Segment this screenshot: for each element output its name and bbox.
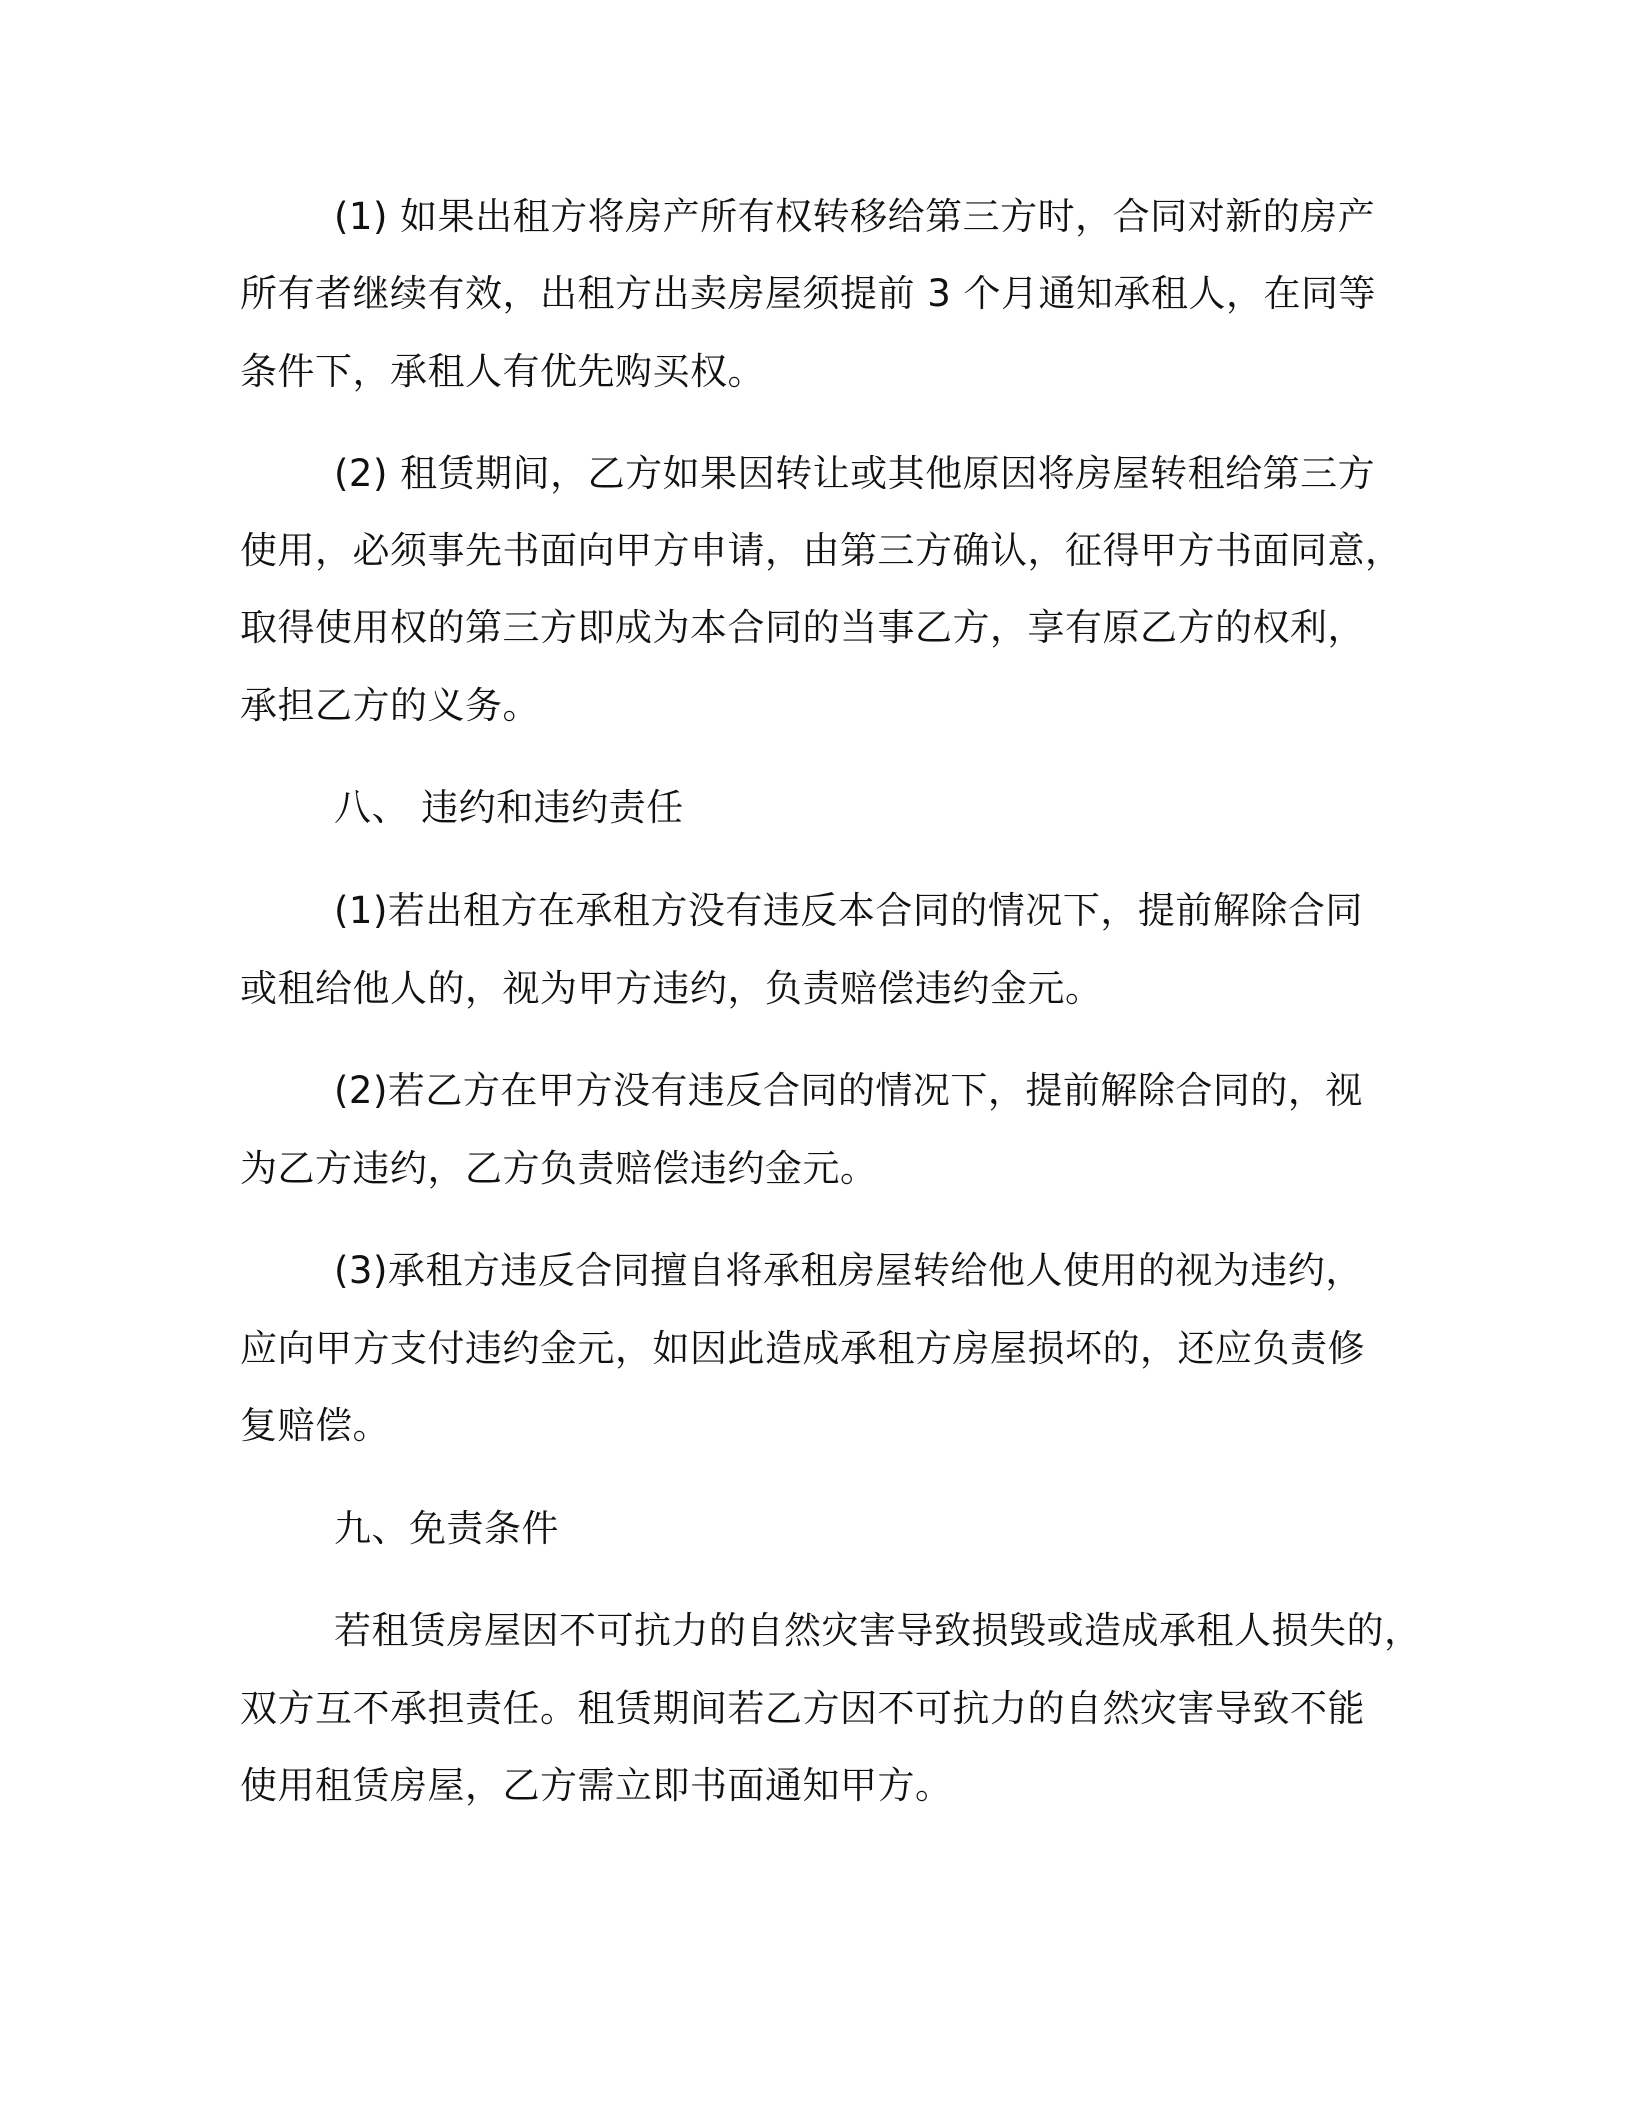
clause-8-2-line-2: 为乙方违约，乙方负责赔偿违约金元。	[240, 1147, 878, 1190]
clause-8-3-line-1: (3)承租方违反合同擅自将承租房屋转给他人使用的视为违约，	[334, 1249, 1363, 1292]
clause-7-2-line-3: 取得使用权的第三方即成为本合同的当事乙方，享有原乙方的权利，	[240, 606, 1365, 649]
clause-8-3-line-3: 复赔偿。	[240, 1404, 390, 1447]
clause-9-line-2: 双方互不承担责任。租赁期间若乙方因不可抗力的自然灾害导致不能	[240, 1687, 1365, 1730]
clause-7-1-line-3: 条件下，承租人有优先购买权。	[240, 350, 765, 393]
clause-7-2-line-1: (2) 租赁期间，乙方如果因转让或其他原因将房屋转租给第三方	[334, 452, 1376, 495]
clause-7-1-line-2: 所有者继续有效，出租方出卖房屋须提前 3 个月通知承租人，在同等	[240, 272, 1377, 315]
clause-8-2-line-1: (2)若乙方在甲方没有违反合同的情况下，提前解除合同的，视	[334, 1069, 1363, 1112]
section-9-heading: 九、免责条件	[334, 1507, 559, 1550]
clause-8-1-line-1: (1)若出租方在承租方没有违反本合同的情况下，提前解除合同	[334, 889, 1363, 932]
clause-8-1-line-2: 或租给他人的，视为甲方违约，负责赔偿违约金元。	[240, 967, 1103, 1010]
clause-9-line-1: 若租赁房屋因不可抗力的自然灾害导致损毁或造成承租人损失的，	[334, 1609, 1422, 1652]
clause-9-line-3: 使用租赁房屋，乙方需立即书面通知甲方。	[240, 1764, 953, 1807]
clause-7-2-line-4: 承担乙方的义务。	[240, 684, 540, 727]
section-8-heading: 八、 违约和违约责任	[334, 786, 684, 829]
clause-7-2-line-2: 使用，必须事先书面向甲方申请，由第三方确认，征得甲方书面同意，	[240, 529, 1403, 572]
clause-7-1-line-1: (1) 如果出租方将房产所有权转移给第三方时，合同对新的房产	[334, 195, 1376, 238]
clause-8-3-line-2: 应向甲方支付违约金元，如因此造成承租方房屋损坏的，还应负责修	[240, 1327, 1365, 1370]
